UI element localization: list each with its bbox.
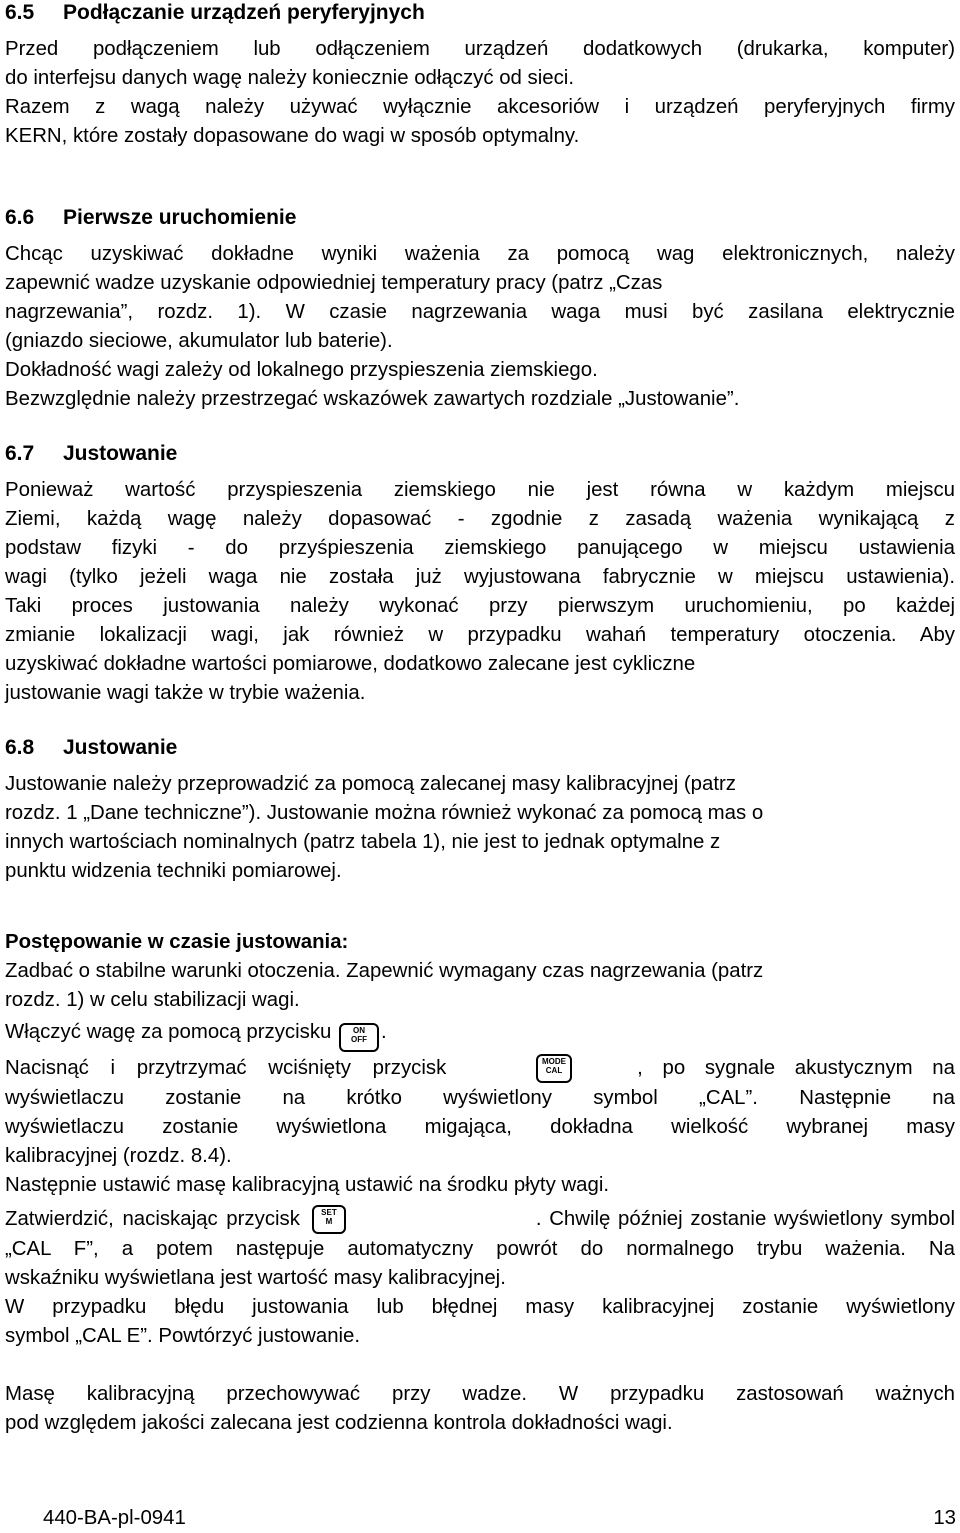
paragraph-line-with-key (5, 1205, 955, 1234)
section-6-6-heading (5, 206, 296, 230)
on-off-key-icon (339, 1023, 379, 1052)
paragraph-line: uzyskiwać dokładne wartości pomiarowe, dodatkowo zalecane jest cykliczne (5, 653, 696, 675)
paragraph-line: wskaźniku wyświetlana jest wartość masy kalibracyjnej. (5, 1267, 506, 1289)
paragraph-line: rozdz. 1 „Dane techniczne”). Justowanie można również wykonać za pomocą mas o (5, 802, 764, 824)
key-label: CAL (545, 1066, 563, 1075)
paragraph-line: Taki proces justowania należy wykonać przy pierwszym uruchomieniu, po każdej (5, 595, 955, 617)
paragraph-line: (gniazdo sieciowe, akumulator lub baterie). (5, 330, 393, 352)
section-title: Justowanie (63, 736, 178, 759)
paragraph-line: „CAL F”, a potem następuje automatyczny powrót do normalnego trybu ważenia. Na (5, 1238, 955, 1260)
footer-doc-id: 440-BA-pl-0941 (43, 1507, 186, 1529)
paragraph-line: Justowanie należy przeprowadzić za pomocą zalecanej masy kalibracyjnej (patrz (5, 773, 737, 795)
footer-page-number: 13 (933, 1507, 956, 1529)
set-m-key-icon (312, 1205, 346, 1234)
line-text: . (381, 1021, 387, 1043)
paragraph-line: Zadbać o stabilne warunki otoczenia. Zapewnić wymagany czas nagrzewania (patrz (5, 960, 764, 982)
section-number: 6.7 (5, 442, 35, 465)
section-6-5-heading (5, 1, 425, 25)
paragraph-line: wyświetlaczu zostanie na krótko wyświetlony symbol „CAL”. Następnie na (5, 1087, 955, 1109)
section-number: 6.5 (5, 1, 35, 24)
paragraph-line: innych wartościach nominalnych (patrz tabela 1), nie jest to jednak optymalne z (5, 831, 721, 853)
line-text: . Chwilę później zostanie wyświetlony symbol (535, 1208, 955, 1230)
procedure-heading: Postępowanie w czasie justowania: (5, 931, 349, 953)
key-label: M (325, 1217, 333, 1226)
section-number: 6.6 (5, 206, 35, 229)
key-label: OFF (351, 1035, 368, 1044)
paragraph-line: Następnie ustawić masę kalibracyjną ustawić na środku płyty wagi. (5, 1174, 610, 1196)
key-label: MODE (542, 1057, 566, 1066)
paragraph-line: rozdz. 1) w celu stabilizacji wagi. (5, 989, 300, 1011)
paragraph-line: zmianie lokalizacji wagi, jak również w przypadku wahań temperatury otoczenia. Aby (5, 624, 955, 646)
paragraph-line: Ponieważ wartość przyspieszenia ziemskiego nie jest równa w każdym miejscu (5, 479, 955, 501)
line-text: Zatwierdzić, naciskając przycisk (5, 1208, 300, 1230)
paragraph-line: Chcąc uzyskiwać dokładne wyniki ważenia za pomocą wag elektronicznych, należy (5, 243, 955, 265)
section-title: Pierwsze uruchomienie (63, 206, 297, 229)
line-text: Włączyć wagę za pomocą przycisku (5, 1021, 332, 1043)
paragraph-line: symbol „CAL E”. Powtórzyć justowanie. (5, 1325, 361, 1347)
section-6-7-heading (5, 442, 177, 466)
paragraph-line-with-key (5, 1054, 955, 1083)
section-6-8-heading (5, 736, 177, 760)
paragraph-line: justowanie wagi także w trybie ważenia. (5, 682, 366, 704)
paragraph-line: wyświetlaczu zostanie wyświetlona migająca, dokładna wielkość wybranej masy (5, 1116, 955, 1138)
paragraph-line: kalibracyjnej (rozdz. 8.4). (5, 1145, 232, 1167)
paragraph-line: KERN, które zostały dopasowane do wagi w sposób optymalny. (5, 125, 580, 147)
section-title: Justowanie (63, 442, 178, 465)
paragraph-line: nagrzewania”, rozdz. 1). W czasie nagrzewania waga musi być zasilana elektrycznie (5, 301, 955, 323)
key-label: ON (353, 1026, 366, 1035)
paragraph-line: Razem z wagą należy używać wyłącznie akcesoriów i urządzeń peryferyjnych firmy (5, 96, 955, 118)
paragraph-line: podstaw fizyki - do przyśpieszenia ziemskiego panującego w miejscu ustawienia (5, 537, 955, 559)
section-number: 6.8 (5, 736, 35, 759)
key-label: SET (321, 1208, 337, 1217)
paragraph-line: Bezwzględnie należy przestrzegać wskazówek zawartych rozdziale „Justowanie”. (5, 388, 740, 410)
paragraph-line: punktu widzenia techniki pomiarowej. (5, 860, 342, 882)
paragraph-line: do interfejsu danych wagę należy koniecznie odłączyć od sieci. (5, 67, 574, 89)
line-text: Nacisnąć i przytrzymać wciśnięty przycisk (5, 1057, 447, 1079)
paragraph-line-with-key (5, 1018, 387, 1052)
line-text: , po sygnale akustycznym na (637, 1057, 955, 1079)
paragraph-line: zapewnić wadze uzyskanie odpowiedniej temperatury pracy (patrz „Czas (5, 272, 663, 294)
paragraph-line: Dokładność wagi zależy od lokalnego przyspieszenia ziemskiego. (5, 359, 598, 381)
paragraph-line: wagi (tylko jeżeli waga nie została już wyjustowana fabrycznie w miejscu ustawienia). (5, 566, 955, 588)
paragraph-line: Masę kalibracyjną przechowywać przy wadze. W przypadku zastosowań ważnych (5, 1383, 955, 1405)
paragraph-line: W przypadku błędu justowania lub błędnej masy kalibracyjnej zostanie wyświetlony (5, 1296, 955, 1318)
paragraph-line: Ziemi, każdą wagę należy dopasować - zgodnie z zasadą ważenia wynikającą z (5, 508, 955, 530)
mode-cal-key-icon (536, 1054, 572, 1083)
paragraph-line: pod względem jakości zalecana jest codzienna kontrola dokładności wagi. (5, 1412, 673, 1434)
paragraph-line: Przed podłączeniem lub odłączeniem urządzeń dodatkowych (drukarka, komputer) (5, 38, 955, 60)
section-title: Podłączanie urządzeń peryferyjnych (63, 1, 425, 24)
